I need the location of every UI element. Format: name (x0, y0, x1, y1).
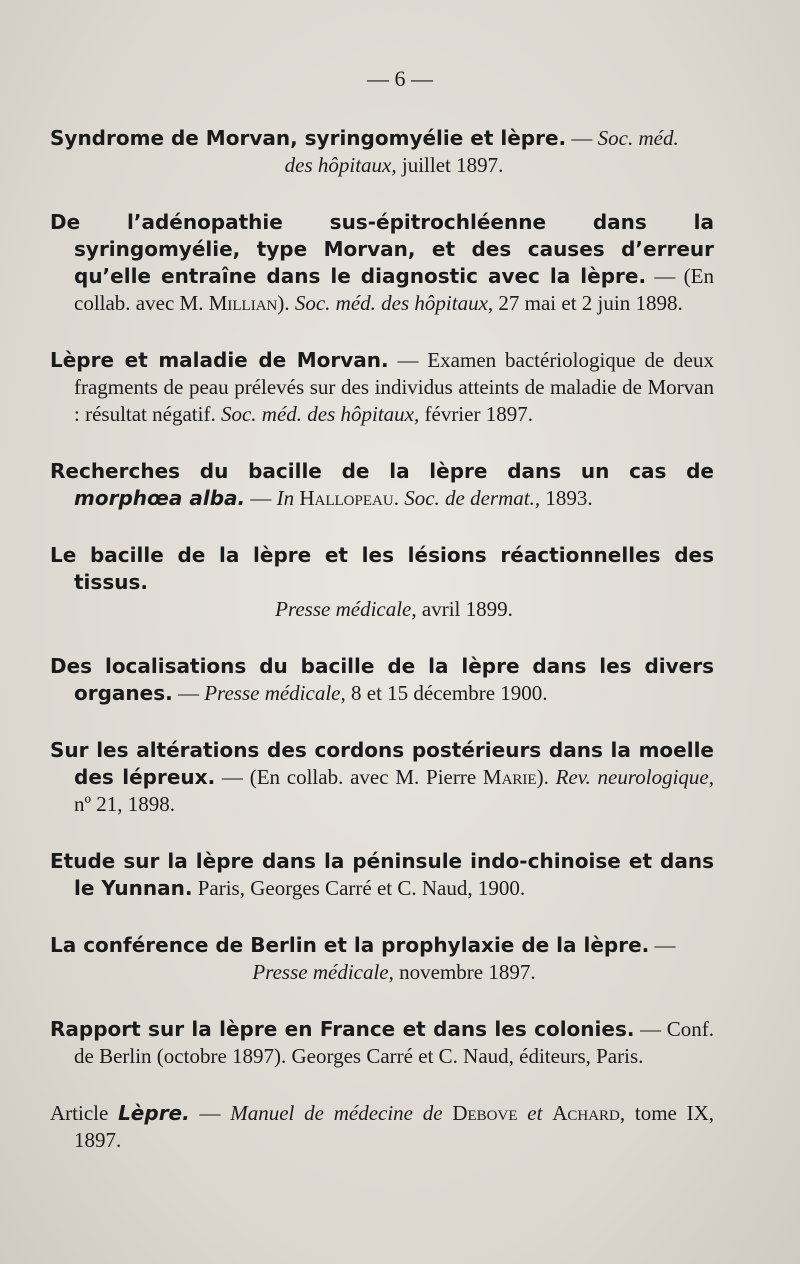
bibliography-entry: De l’adénopathie sus-épitrochléenne dans la syringomyélie, type Morvan, et des causes d’erreur qu’elle entraîne dans le diagnostic avec la lèpre. — (En collab. avec M. Millian). Soc. méd. des hôpitaux, 27 mai et 2 juin 1898. (50, 210, 714, 315)
page-number: — 6 — (367, 66, 433, 91)
bibliography-entry: Le bacille de la lèpre et les lésions réactionnelles des tissus. Presse médicale, avril 1899. (50, 543, 714, 621)
bibliography-entry: Recherches du bacille de la lèpre dans un cas de morphœa alba. — In Hallopeau. Soc. de dermat., 1893. (50, 459, 714, 510)
bibliography-entry: Syndrome de Morvan, syringomyélie et lèpre. — Soc. méd. des hôpitaux, juillet 1897. (50, 126, 679, 177)
bibliography-entry: Rapport sur la lèpre en France et dans les colonies. — Conf. de Berlin (octobre 1897). Georges Carré et C. Naud, éditeurs, Paris. (50, 1017, 715, 1068)
bibliography-entry: Lèpre et maladie de Morvan. — Examen bactériologique de deux fragments de peau prélevés sur des individus atteints de maladie de Morvan : résultat négatif. Soc. méd. des hôpitaux, février 1897. (50, 348, 714, 426)
bibliography-list (50, 104, 714, 1184)
bibliography-entry: Des localisations du bacille de la lèpre dans les divers organes. — Presse médicale, 8 et 15 décembre 1900. (50, 654, 714, 705)
bibliography-entry: La conférence de Berlin et la prophylaxie de la lèpre. — Presse médicale, novembre 1897. (50, 933, 676, 984)
bibliography-entry: Etude sur la lèpre dans la péninsule indo-chinoise et dans le Yunnan. Paris, Georges Carré et C. Naud, 1900. (50, 849, 714, 900)
bibliography-entry: Article Lèpre. — Manuel de médecine de Debove et Achard, tome IX, 1897. (50, 1101, 715, 1152)
bibliography-entry: Sur les altérations des cordons postérieurs dans la moelle des lépreux. — (En collab. avec M. Pierre Marie). Rev. neurologique, nº 21, 1898. (50, 738, 714, 816)
